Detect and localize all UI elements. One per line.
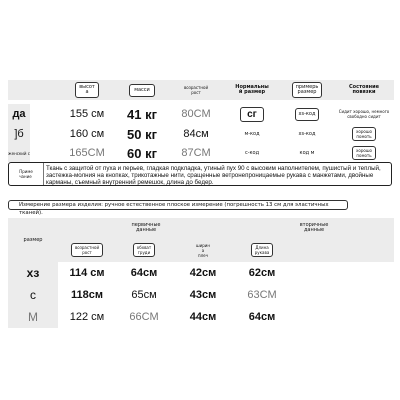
table1-header-cell: [168, 80, 224, 100]
cell-sleeve: 62см: [248, 267, 276, 279]
cell-weight: 60 кг: [127, 145, 157, 161]
row-size: xз: [8, 262, 58, 284]
cell-length: 122 см: [69, 311, 105, 323]
cell-shoulder: 44см: [189, 311, 217, 323]
cell-weight: 50 кг: [127, 126, 157, 142]
header-secondary: вторичные данные: [234, 218, 394, 238]
cell-try-size: xs-код: [298, 130, 316, 137]
note-text: Ткань с защитой от пуха и перьев, гладкая подкладка, утиный пух 90 с высоким наполнителем, пушистый и теплый, застежка-молния на кнопках, трикотажные нити, сращенные ветронепроницаемые рукава с манжетами, двойные карманы, съемный внутренний ремешок, длина до бедер.: [46, 165, 381, 186]
row-label: ]б: [8, 124, 30, 144]
cell-chest: 64см: [130, 267, 158, 279]
table1-header-cell: [334, 80, 394, 100]
cell-size-cm: 80CM: [181, 108, 211, 120]
header-age-height: возрастной рост: [183, 85, 209, 95]
table1-header-cell: [224, 80, 280, 100]
cell-condition: хорошо помоть: [334, 124, 394, 144]
table1-header-empty: [8, 80, 58, 100]
cell-chest: 65см: [131, 289, 157, 301]
cell-condition: хорошо помоть: [334, 144, 394, 162]
product-note: [8, 162, 392, 186]
row-label: женский с: [8, 144, 30, 162]
header-normal-size: Нормальны й размер: [235, 84, 269, 95]
measurement-title: Измерение размера изделия: ручное естественное плоское измерение (погрешность 13 см для эластичных тканей).: [8, 200, 348, 210]
subheader-chest: обхват груди: [116, 238, 172, 262]
cell-height: 160 см: [69, 128, 105, 140]
note-label: Приме чание: [9, 163, 44, 185]
row-size: с: [8, 284, 58, 306]
header-weight: масси: [129, 84, 155, 97]
cell-condition: Сидит хорошо, немного свободно сидит: [338, 109, 390, 119]
cell-size-cm: 87CM: [181, 147, 211, 159]
cell-height: 165CM: [69, 147, 105, 159]
cell-size-cm: 84см: [183, 128, 209, 140]
cell-length: 114 см: [69, 267, 105, 279]
cell-shoulder: 42см: [189, 267, 217, 279]
header-height: высот а: [75, 82, 99, 98]
cell-shoulder: 43см: [189, 289, 217, 301]
table1-header-cell: [58, 80, 116, 100]
cell-chest: 66СМ: [129, 311, 159, 323]
cell-try-size: код м: [299, 149, 315, 156]
cell-sleeve: 63СМ: [247, 289, 277, 301]
subheader-sleeve: Длина рукава: [234, 238, 290, 262]
header-try-size: примерь размер: [292, 82, 323, 98]
cell-normal-size: сг: [224, 104, 280, 124]
subheader-shoulder: ширин а плеч: [172, 238, 234, 262]
header-size: размер: [8, 218, 58, 262]
header-condition: Состояние повязки: [349, 84, 379, 95]
table1-header-cell: [116, 80, 168, 100]
cell-normal-size: м-код: [244, 130, 260, 137]
table1-header-cell: [280, 80, 334, 100]
cell-weight: 41 кг: [127, 106, 157, 122]
subheader-length: возрастной рост: [58, 238, 116, 262]
cell-sleeve: 64см: [248, 311, 276, 323]
row-label: да: [8, 104, 30, 124]
header-primary: первичные данные: [58, 218, 234, 238]
cell-height: 155 см: [69, 108, 105, 120]
cell-length: 118см: [70, 289, 103, 301]
cell-try-size: xs-код: [280, 104, 334, 124]
cell-normal-size: с-код: [244, 149, 260, 156]
subheader-empty: [290, 238, 394, 262]
row-size: М: [8, 306, 58, 328]
